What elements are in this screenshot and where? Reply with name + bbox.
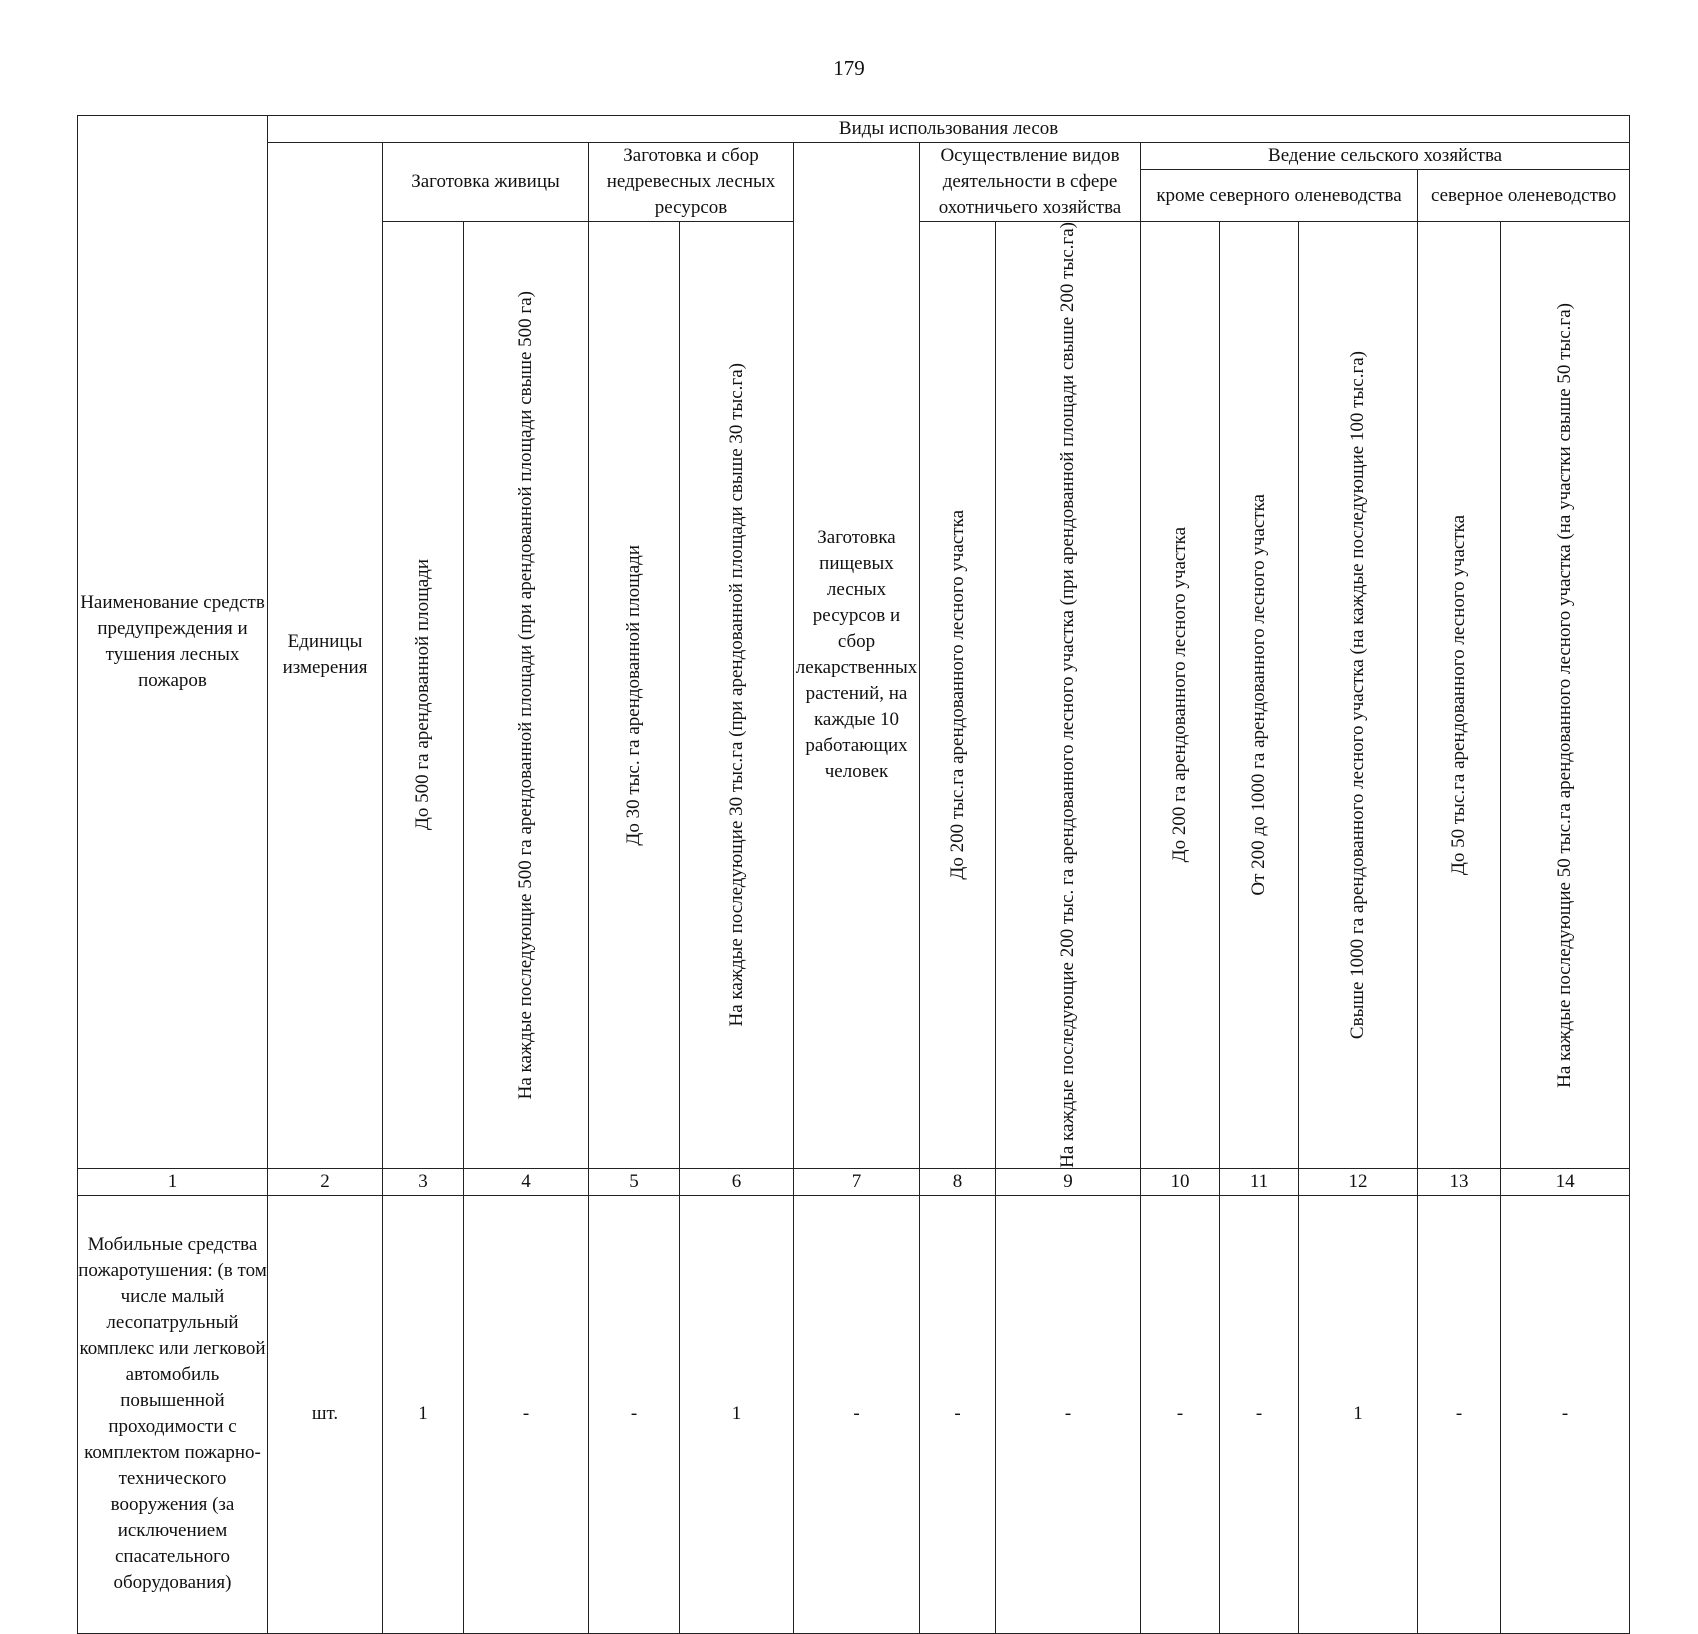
col-number: 8 [920,1168,996,1195]
row-value: - [1501,1195,1630,1633]
col-number: 10 [1141,1168,1220,1195]
header-col-8: До 200 тыс.га арендованного лесного участка [920,222,996,1169]
header-col-3: До 500 га арендованной площади [383,222,464,1169]
header-col-13: До 50 тыс.га арендованного лесного участка [1418,222,1501,1169]
table-row [78,1195,1630,1633]
header-food: Заготовка пищевых лесных ресурсов и сбор лекарственных растений, на каждые 10 работающих человек [794,143,920,1169]
header-units-col: Единицы измерения [268,143,383,1169]
col-number: 6 [680,1168,794,1195]
row-value: - [589,1195,680,1633]
col-number: 14 [1501,1168,1630,1195]
row-name: Мобильные средства пожаротушения: (в том числе малый лесопатрульный комплекс или легковой автомобиль повышенной проходимости с комплектом пожарно-технического вооружения (за исключением спасательного оборудования) [78,1195,268,1633]
col-number: 1 [78,1168,268,1195]
row-value: - [996,1195,1141,1633]
header-agri-north: северное оленеводство [1418,170,1630,222]
header-col-14: На каждые последующие 50 тыс.га арендованного лесного участка (на участки свыше 50 тыс.га) [1501,222,1630,1169]
row-value: - [920,1195,996,1633]
row-value: - [464,1195,589,1633]
page-number: 179 [833,56,865,80]
row-value: - [1220,1195,1299,1633]
row-value: - [1141,1195,1220,1633]
row-unit: шт. [268,1195,383,1633]
header-col-4: На каждые последующие 500 га арендованной площади (при арендованной площади свыше 500 га) [464,222,589,1169]
header-col-12: Свыше 1000 га арендованного лесного участка (на каждые последующие 100 тыс.га) [1299,222,1418,1169]
column-number-row [78,1168,1630,1195]
header-col-10: До 200 га арендованного лесного участка [1141,222,1220,1169]
row-value: 1 [680,1195,794,1633]
header-hunting: Осуществление видов деятельности в сфере охотничьего хозяйства [920,143,1141,222]
header-col-5: До 30 тыс. га арендованной площади [589,222,680,1169]
row-value: - [794,1195,920,1633]
col-number: 7 [794,1168,920,1195]
col-number: 13 [1418,1168,1501,1195]
row-value: 1 [1299,1195,1418,1633]
header-group-title: Виды использования лесов [268,116,1630,143]
row-value: 1 [383,1195,464,1633]
header-agri-except: кроме северного оленеводства [1141,170,1418,222]
header-nontimber: Заготовка и сбор недревесных лесных ресурсов [589,143,794,222]
fire-equipment-table [77,115,1630,1634]
row-value: - [1418,1195,1501,1633]
col-number: 9 [996,1168,1141,1195]
col-number: 11 [1220,1168,1299,1195]
header-col-11: От 200 до 1000 га арендованного лесного участка [1220,222,1299,1169]
col-number: 2 [268,1168,383,1195]
col-number: 3 [383,1168,464,1195]
header-agri: Ведение сельского хозяйства [1141,143,1630,170]
col-number: 12 [1299,1168,1418,1195]
header-col-9: На каждые последующие 200 тыс. га арендованного лесного участка (при арендованной площади свыше 200 тыс.га) [996,222,1141,1169]
header-name-col: Наименование средств предупреждения и тушения лесных пожаров [78,116,268,1169]
col-number: 4 [464,1168,589,1195]
header-col-6: На каждые последующие 30 тыс.га (при арендованной площади свыше 30 тыс.га) [680,222,794,1169]
header-resin: Заготовка живицы [383,143,589,222]
col-number: 5 [589,1168,680,1195]
